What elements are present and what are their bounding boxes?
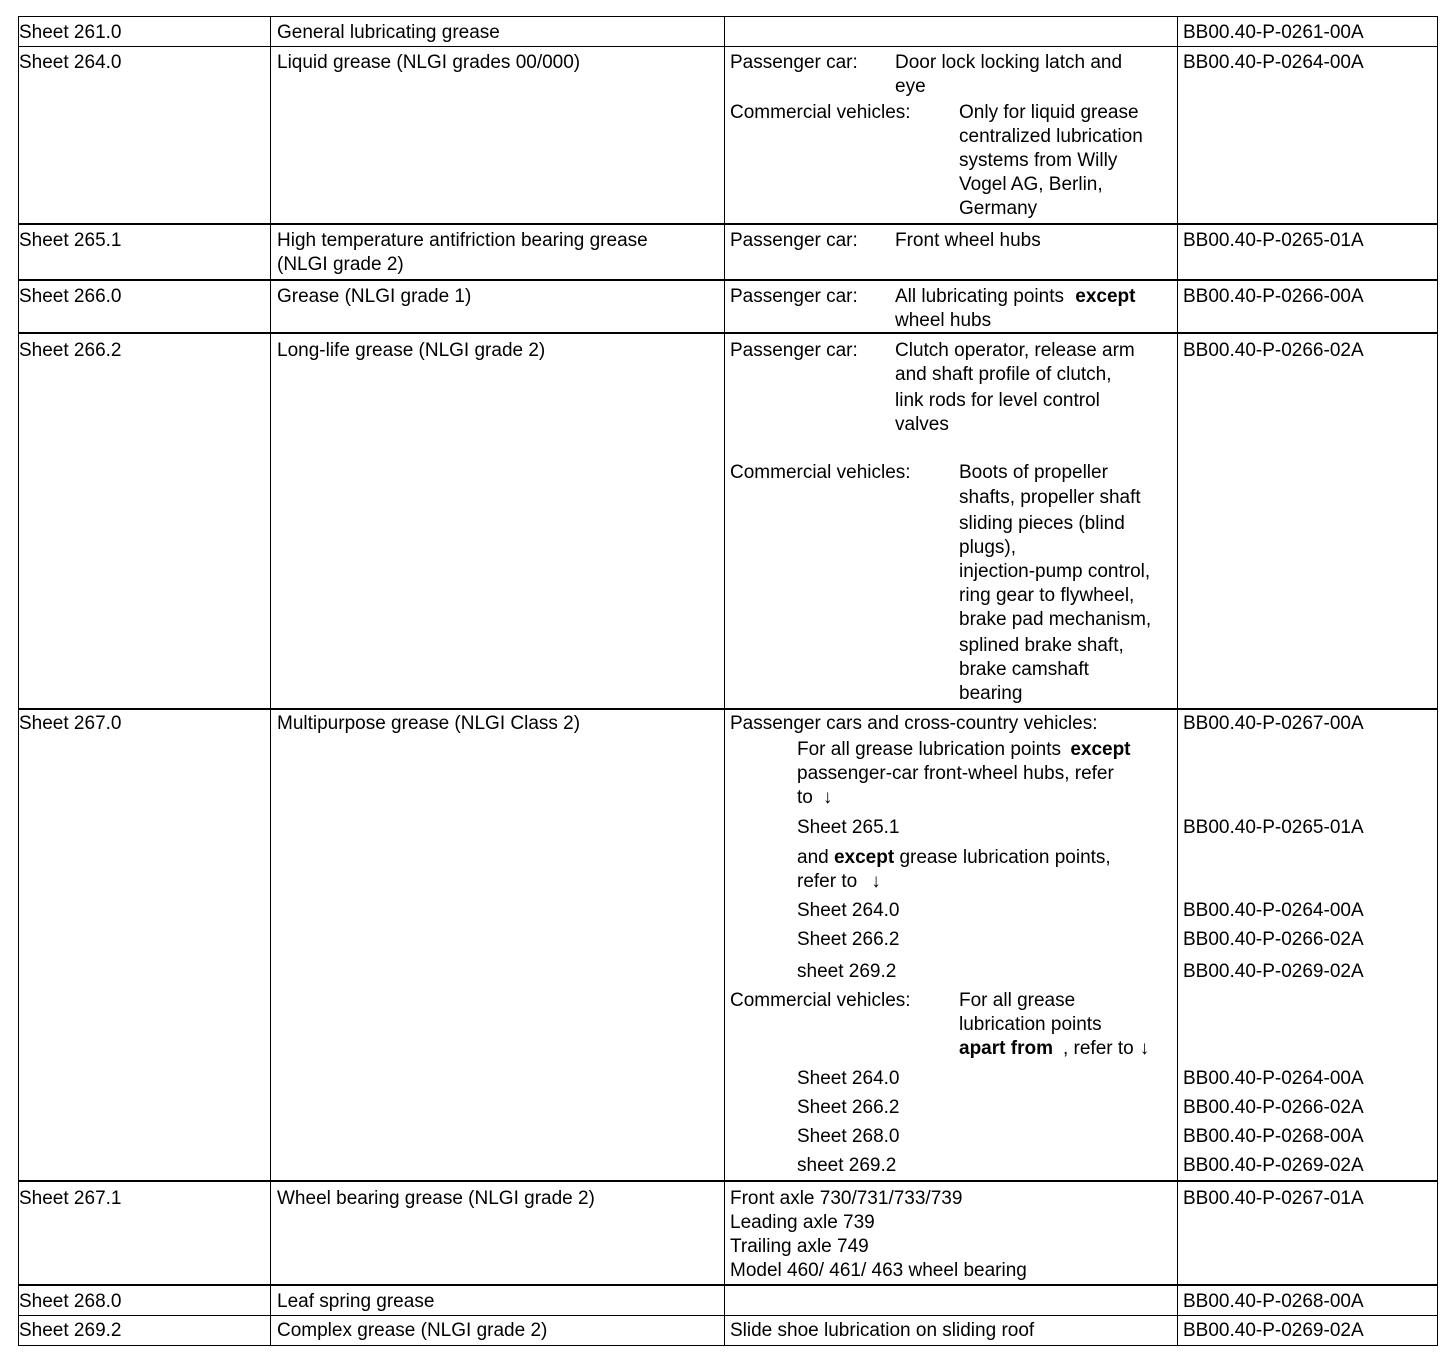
except-emphasis: except bbox=[833, 847, 895, 868]
application-text: For all grease bbox=[959, 990, 1076, 1011]
application-text-part: , refer to bbox=[1062, 1038, 1134, 1059]
document-code: BB00.40-P-0268-00A bbox=[1183, 1291, 1364, 1312]
table-border-top bbox=[18, 16, 1438, 17]
sheet-number: Sheet 267.0 bbox=[19, 713, 122, 734]
application-text: ring gear to flywheel, bbox=[959, 585, 1135, 606]
application-text: Leading axle 739 bbox=[730, 1212, 875, 1233]
reference-code: BB00.40-P-0266-02A bbox=[1183, 929, 1364, 950]
application-text: Germany bbox=[959, 198, 1038, 219]
passenger-cars-header: Passenger cars and cross-country vehicles: bbox=[730, 713, 1098, 734]
passenger-car-label: Passenger car: bbox=[730, 286, 858, 307]
document-code: BB00.40-P-0266-00A bbox=[1183, 286, 1364, 307]
table-border-left bbox=[18, 16, 19, 1346]
row-divider bbox=[18, 279, 1438, 281]
arrow-down-icon: ↓ bbox=[871, 871, 881, 892]
column-divider bbox=[270, 16, 271, 1346]
application-text: Vogel AG, Berlin, bbox=[959, 174, 1103, 195]
product-name: Multipurpose grease (NLGI Class 2) bbox=[277, 713, 581, 734]
application-text: Clutch operator, release arm bbox=[895, 340, 1135, 361]
application-text: sliding pieces (blind bbox=[959, 513, 1125, 534]
reference-sheet: Sheet 264.0 bbox=[797, 900, 900, 921]
document-code: BB00.40-P-0265-01A bbox=[1183, 230, 1364, 251]
sheet-number: Sheet 268.0 bbox=[19, 1291, 122, 1312]
row-divider bbox=[18, 1315, 1438, 1316]
application-text: wheel hubs bbox=[895, 310, 992, 331]
application-text: lubrication points bbox=[959, 1014, 1102, 1035]
reference-sheet: Sheet 264.0 bbox=[797, 1068, 900, 1089]
passenger-car-label: Passenger car: bbox=[730, 230, 858, 251]
row-divider bbox=[18, 332, 1438, 334]
sheet-number: Sheet 261.0 bbox=[19, 22, 122, 43]
application-text-part: and bbox=[797, 847, 829, 868]
product-name: Liquid grease (NLGI grades 00/000) bbox=[277, 52, 581, 73]
except-emphasis: except bbox=[1075, 286, 1136, 307]
apart-from-emphasis: apart from bbox=[959, 1038, 1053, 1059]
passenger-car-label: Passenger car: bbox=[730, 52, 858, 73]
arrow-down-icon: ↓ bbox=[822, 787, 833, 808]
application-text: link rods for level control bbox=[895, 390, 1100, 411]
application-text-part: All lubricating points bbox=[895, 286, 1064, 307]
except-emphasis: except bbox=[1070, 739, 1131, 760]
row-divider bbox=[18, 708, 1438, 710]
application-text-part: grease lubrication points, bbox=[899, 847, 1111, 868]
table-border-bottom bbox=[18, 1345, 1438, 1346]
application-text: plugs), bbox=[959, 537, 1017, 558]
document-code: BB00.40-P-0261-00A bbox=[1183, 22, 1364, 43]
application-text: Only for liquid grease bbox=[959, 102, 1139, 123]
product-name: Complex grease (NLGI grade 2) bbox=[277, 1320, 548, 1341]
application-text: Trailing axle 749 bbox=[730, 1236, 869, 1257]
application-text bbox=[895, 285, 1135, 309]
reference-sheet: Sheet 268.0 bbox=[797, 1126, 900, 1147]
sheet-number: Sheet 265.1 bbox=[19, 230, 122, 251]
sheet-number: Sheet 267.1 bbox=[19, 1188, 122, 1209]
product-name: High temperature antifriction bearing grease bbox=[277, 230, 648, 251]
application-text: Slide shoe lubrication on sliding roof bbox=[730, 1320, 1035, 1341]
application-text: brake camshaft bbox=[959, 659, 1089, 680]
sheet-number: Sheet 269.2 bbox=[19, 1320, 122, 1341]
commercial-vehicles-label: Commercial vehicles: bbox=[730, 990, 911, 1011]
row-divider bbox=[18, 46, 1438, 47]
application-text: Model 460/ 461/ 463 wheel bearing bbox=[730, 1260, 1027, 1281]
application-text: eye bbox=[895, 76, 926, 97]
application-text bbox=[797, 846, 1111, 870]
column-divider bbox=[1177, 16, 1178, 1346]
document-code: BB00.40-P-0266-02A bbox=[1183, 340, 1364, 361]
sheet-number: Sheet 264.0 bbox=[19, 52, 122, 73]
reference-sheet: sheet 269.2 bbox=[797, 1155, 897, 1176]
document-code: BB00.40-P-0264-00A bbox=[1183, 52, 1364, 73]
reference-sheet: Sheet 265.1 bbox=[797, 817, 900, 838]
application-text: Door lock locking latch and bbox=[895, 52, 1123, 73]
application-text: shafts, propeller shaft bbox=[959, 487, 1141, 508]
row-divider bbox=[18, 1180, 1438, 1182]
application-text: Boots of propeller bbox=[959, 462, 1108, 483]
application-text-part: For all grease lubrication points bbox=[797, 739, 1062, 760]
application-text: centralized lubrication bbox=[959, 126, 1143, 147]
application-text: valves bbox=[895, 414, 949, 435]
row-divider bbox=[18, 223, 1438, 225]
commercial-vehicles-label: Commercial vehicles: bbox=[730, 102, 911, 123]
product-name: General lubricating grease bbox=[277, 22, 500, 43]
sheet-number: Sheet 266.0 bbox=[19, 286, 122, 307]
document-code: BB00.40-P-0267-01A bbox=[1183, 1188, 1364, 1209]
product-name: Grease (NLGI grade 1) bbox=[277, 286, 472, 307]
reference-sheet: sheet 269.2 bbox=[797, 961, 897, 982]
application-text bbox=[797, 786, 832, 810]
product-name: Leaf spring grease bbox=[277, 1291, 435, 1312]
application-text: splined brake shaft, bbox=[959, 635, 1124, 656]
application-text: bearing bbox=[959, 683, 1023, 704]
application-text: Front wheel hubs bbox=[895, 230, 1041, 251]
row-divider bbox=[18, 1284, 1438, 1286]
application-text: injection-pump control, bbox=[959, 561, 1151, 582]
reference-code: BB00.40-P-0269-02A bbox=[1183, 1155, 1364, 1176]
table-border-right bbox=[1437, 16, 1438, 1346]
application-text-part: refer to bbox=[797, 871, 858, 892]
application-text: passenger-car front-wheel hubs, refer bbox=[797, 763, 1114, 784]
application-text: and shaft profile of clutch, bbox=[895, 364, 1112, 385]
reference-code: BB00.40-P-0268-00A bbox=[1183, 1126, 1364, 1147]
application-text: Front axle 730/731/733/739 bbox=[730, 1188, 963, 1209]
reference-code: BB00.40-P-0264-00A bbox=[1183, 900, 1364, 921]
application-text: systems from Willy bbox=[959, 150, 1118, 171]
product-name: (NLGI grade 2) bbox=[277, 254, 404, 275]
application-text: brake pad mechanism, bbox=[959, 609, 1152, 630]
column-divider bbox=[724, 16, 725, 1346]
reference-sheet: Sheet 266.2 bbox=[797, 1097, 900, 1118]
product-name: Wheel bearing grease (NLGI grade 2) bbox=[277, 1188, 595, 1209]
sheet-number: Sheet 266.2 bbox=[19, 340, 122, 361]
application-text-part: to bbox=[797, 787, 813, 808]
document-code: BB00.40-P-0269-02A bbox=[1183, 1320, 1364, 1341]
commercial-vehicles-label: Commercial vehicles: bbox=[730, 462, 911, 483]
application-text bbox=[797, 870, 881, 894]
application-text bbox=[797, 738, 1131, 762]
application-text bbox=[959, 1037, 1149, 1061]
reference-code: BB00.40-P-0264-00A bbox=[1183, 1068, 1364, 1089]
reference-code: BB00.40-P-0269-02A bbox=[1183, 961, 1364, 982]
reference-code: BB00.40-P-0265-01A bbox=[1183, 817, 1364, 838]
reference-code: BB00.40-P-0266-02A bbox=[1183, 1097, 1364, 1118]
reference-sheet: Sheet 266.2 bbox=[797, 929, 900, 950]
arrow-down-icon: ↓ bbox=[1139, 1038, 1150, 1059]
product-name: Long-life grease (NLGI grade 2) bbox=[277, 340, 546, 361]
document-code: BB00.40-P-0267-00A bbox=[1183, 713, 1364, 734]
passenger-car-label: Passenger car: bbox=[730, 340, 858, 361]
